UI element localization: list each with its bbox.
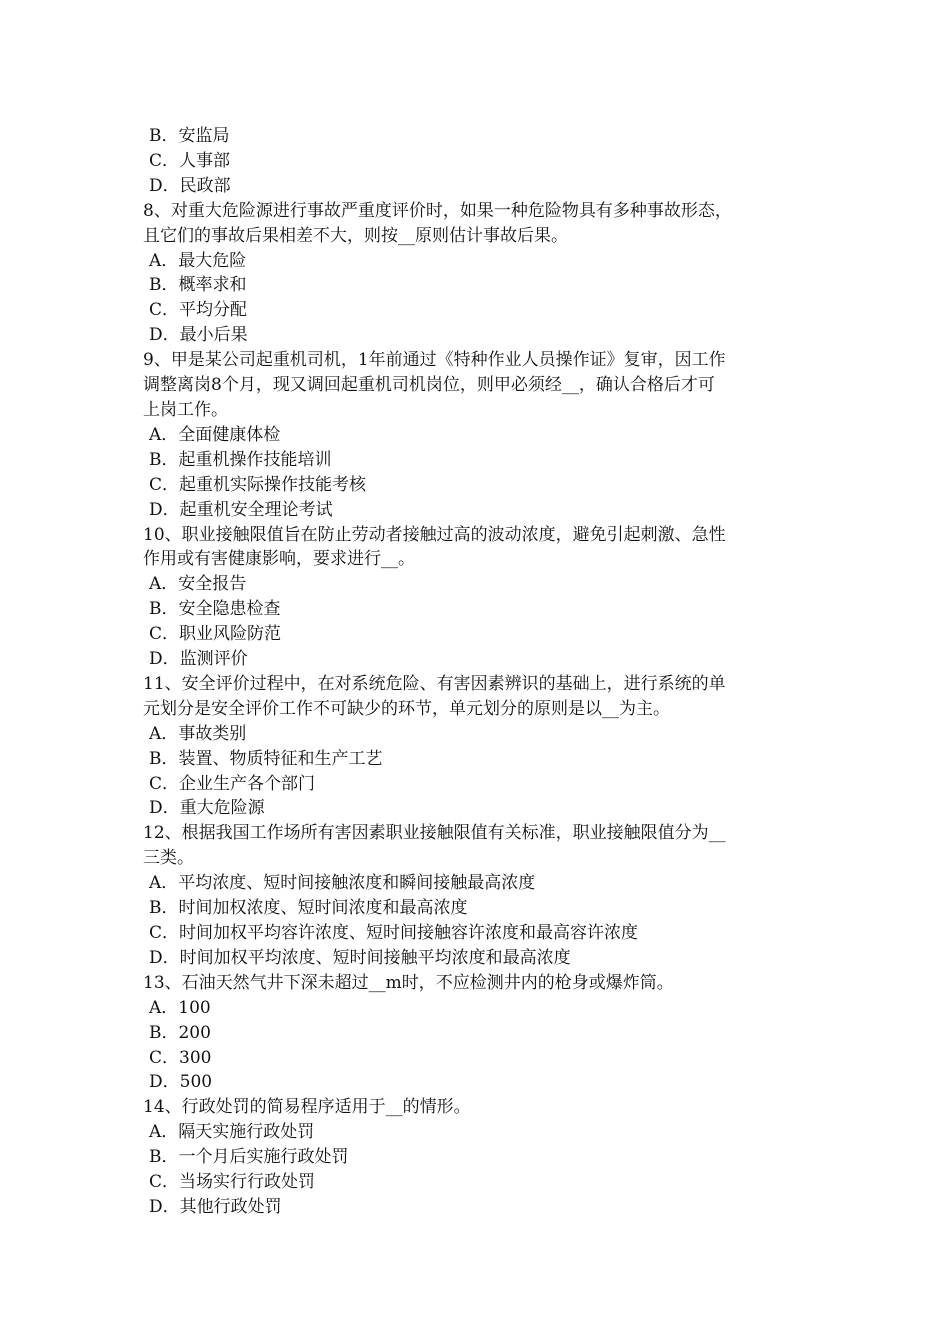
option-line: C．300 [149, 1047, 212, 1068]
option-line: B．一个月后实施行政处罚 [149, 1147, 349, 1168]
question-stem: 10、职业接触限值旨在防止劳动者接触过高的波动浓度，避免引起刺激、急性 [143, 524, 726, 545]
question-13 [143, 971, 811, 1096]
question-11 [143, 672, 811, 821]
option-line: A．安全报告 [149, 574, 247, 595]
option-line: C．企业生产各个部门 [149, 773, 316, 794]
question-stem: 13、石油天然气井下深未超过__m时，不应检测井内的枪身或爆炸筒。 [143, 972, 674, 993]
option-line: A．100 [149, 997, 211, 1018]
question-stem: 且它们的事故后果相差不大，则按__原则估计事故后果。 [143, 225, 568, 246]
option-line: B．概率求和 [149, 275, 247, 296]
option-line: C．当场实行行政处罚 [149, 1172, 316, 1193]
option-line: D．时间加权平均浓度、短时间接触平均浓度和最高浓度 [149, 947, 571, 968]
question-stem: 作用或有害健康影响，要求进行__。 [143, 549, 415, 570]
document-page [143, 124, 811, 1220]
option-line: C．起重机实际操作技能考核 [149, 474, 367, 495]
option-line: B．起重机操作技能培训 [149, 449, 332, 470]
option-line: A．最大危险 [149, 250, 247, 271]
option-line: A．事故类别 [149, 723, 247, 744]
question-12 [143, 821, 811, 970]
question-stem: 元划分是安全评价工作不可缺少的环节，单元划分的原则是以__为主。 [143, 698, 670, 719]
question-stem: 三类。 [143, 848, 194, 869]
option-line: D．监测评价 [149, 649, 248, 670]
option-line: D．起重机安全理论考试 [149, 499, 333, 520]
option-line: D．重大危险源 [149, 798, 265, 819]
question-10 [143, 523, 811, 672]
option-line: A．全面健康体检 [149, 424, 281, 445]
option-line: C．职业风险防范 [149, 624, 282, 645]
option-line: A．平均浓度、短时间接触浓度和瞬间接触最高浓度 [149, 873, 536, 894]
option-line: B．安监局 [149, 126, 230, 146]
option-line: B．安全隐患检查 [149, 599, 281, 620]
option-line: C．人事部 [149, 150, 231, 171]
question-9 [143, 348, 811, 522]
question-stem: 上岗工作。 [143, 399, 228, 420]
question-stem: 11、安全评价过程中，在对系统危险、有害因素辨识的基础上，进行系统的单 [143, 673, 726, 694]
question-stem: 调整离岗8个月，现又调回起重机司机岗位，则甲必须经__，确认合格后才可 [143, 375, 715, 396]
question-14 [143, 1095, 811, 1220]
question-stem: 8、对重大危险源进行事故严重度评价时，如果一种危险物具有多种事故形态， [143, 200, 732, 221]
question-stem: 12、根据我国工作场所有害因素职业接触限值有关标准，职业接触限值分为__ [143, 823, 726, 844]
option-line: A．隔天实施行政处罚 [149, 1122, 315, 1143]
option-line: D．民政部 [149, 175, 231, 196]
option-line: D．500 [149, 1072, 213, 1093]
option-line: C．平均分配 [149, 300, 248, 321]
option-line: B．装置、物质特征和生产工艺 [149, 748, 383, 769]
question-stem: 14、行政处罚的简易程序适用于__的情形。 [143, 1097, 471, 1118]
option-line: B．时间加权浓度、短时间浓度和最高浓度 [149, 898, 468, 919]
option-line: D．最小后果 [149, 325, 248, 346]
question-8 [143, 199, 811, 348]
option-line: D．其他行政处罚 [149, 1196, 282, 1217]
option-line: C．时间加权平均容许浓度、短时间接触容许浓度和最高容许浓度 [149, 923, 639, 943]
option-line: B．200 [149, 1022, 211, 1043]
question-stem: 9、甲是某公司起重机司机，1年前通过《特种作业人员操作证》复审，因工作 [143, 350, 726, 371]
